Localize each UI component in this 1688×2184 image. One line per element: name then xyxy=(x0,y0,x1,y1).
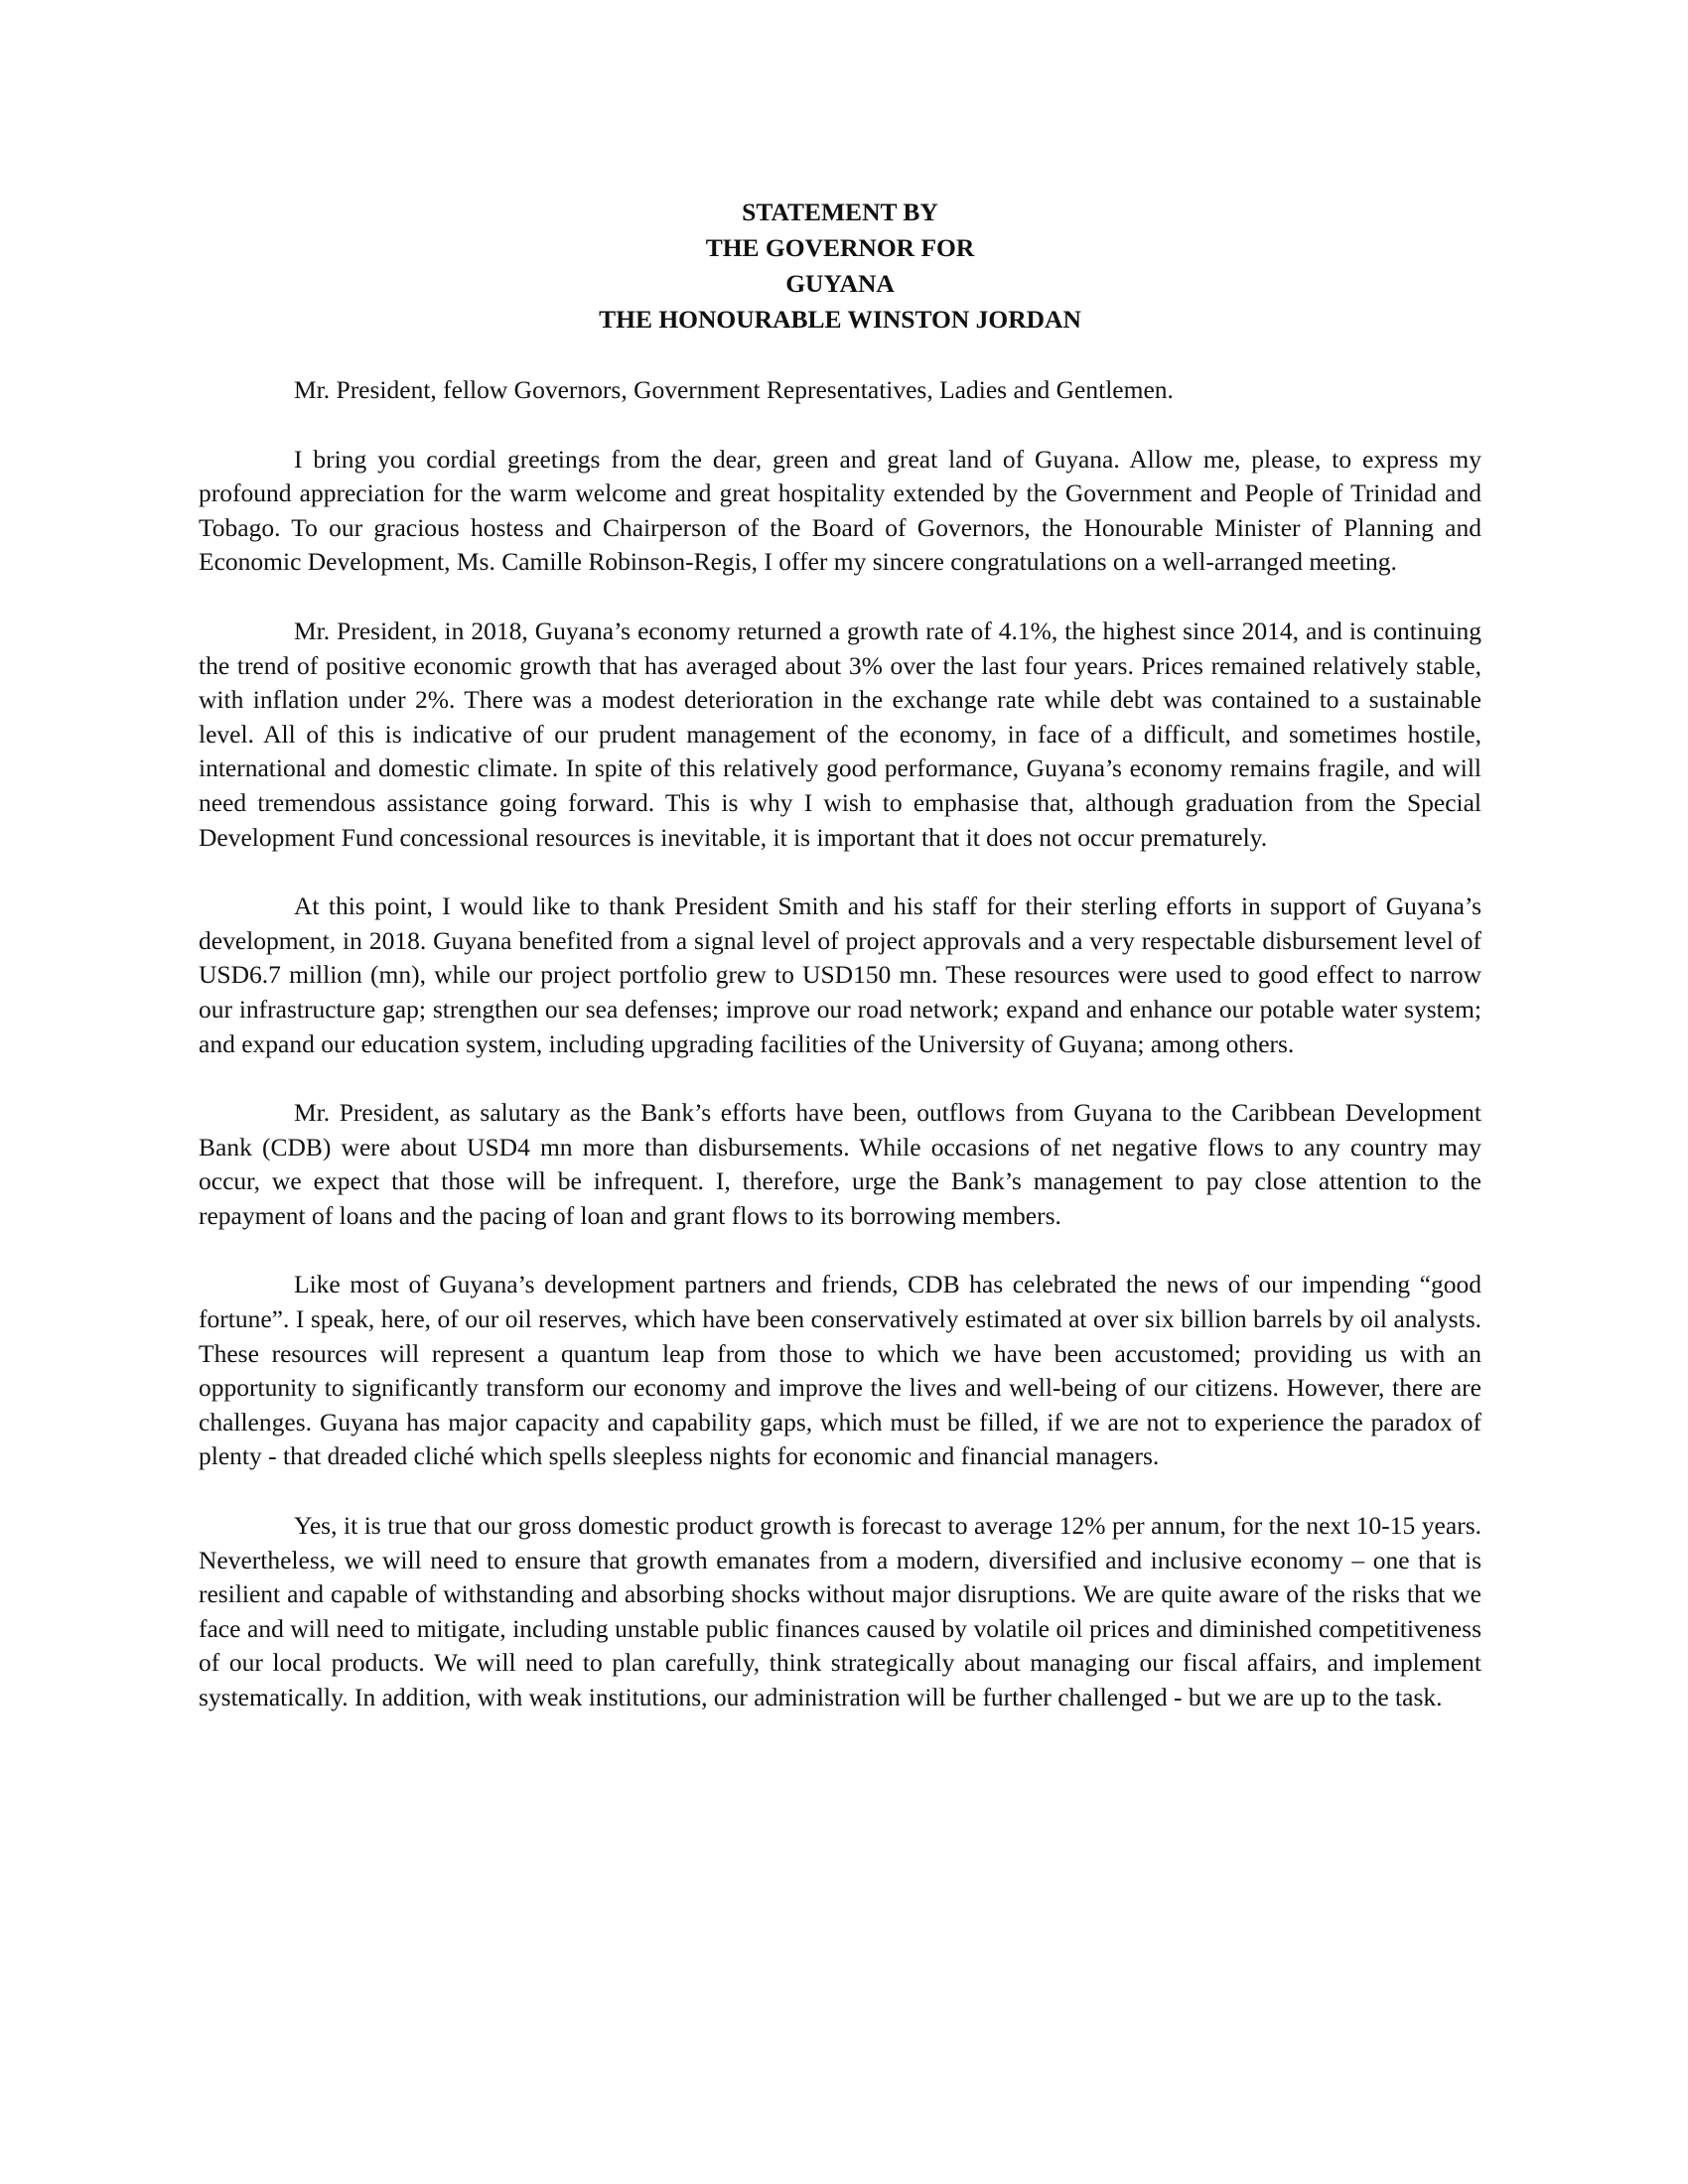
heading-line-3: GUYANA xyxy=(785,269,895,298)
paragraph-thanks: At this point, I would like to thank President Smith and his staff for their sterling efforts in support of Guyana’s development, in 2018. Guyana benefited from a signal level of project approvals and a very respectable disbursement level of USD6.7 million (mn), while our project portfolio grew to USD150 mn. These resources were used to good effect to narrow our infrastructure gap; strengthen our sea defenses; improve our road network; expand and enhance our potable water system; and expand our education system, including upgrading facilities of the University of Guyana; among others. xyxy=(199,891,1481,1058)
heading-line-1: STATEMENT BY xyxy=(742,198,938,226)
paragraph-oil: Like most of Guyana’s development partners and friends, CDB has celebrated the news of our impending “good fortune”. I speak, here, of our oil reserves, which have been conservatively estimated at over six billion barrels by oil analysts. These resources will represent a quantum leap from those to which we have been accustomed; providing us with an opportunity to significantly transform our economy and improve the lives and well-being of our citizens. However, there are challenges. Guyana has major capacity and capability gaps, which must be filled, if we are not to experience the paradox of plenty - that dreaded cliché which spells sleepless nights for economic and financial managers. xyxy=(199,1270,1481,1471)
paragraph-greetings: I bring you cordial greetings from the dear, green and great land of Guyana. Allow me, please, to express my profound appreciation for the warm welcome and great hospitality extended by the Government and People of Trinidad and Tobago. To our gracious hostess and Chairperson of the Board of Governors, the Honourable Minister of Planning and Economic Development, Ms. Camille Robinson-Regis, I offer my sincere congratulations on a well-arranged meeting. xyxy=(199,444,1481,577)
paragraph-growth: Yes, it is true that our gross domestic product growth is forecast to average 12% per annum, for the next 10-15 years. Nevertheless, we will need to ensure that growth emanates from a modern, diversified and inclusive economy – one that is resilient and capable of withstanding and absorbing shocks without major disruptions. We are quite aware of the risks that we face and will need to mitigate, including unstable public finances caused by volatile oil prices and diminished competitiveness of our local products. We will need to plan carefully, think strategically about managing our fiscal affairs, and implement systematically. In addition, with weak institutions, our administration will be further challenged - but we are up to the task. xyxy=(199,1511,1481,1711)
heading-line-4: THE HONOURABLE WINSTON JORDAN xyxy=(599,305,1081,334)
paragraph-outflows: Mr. President, as salutary as the Bank’s efforts have been, outflows from Guyana to the Caribbean Development Bank (CDB) were about USD4 mn more than disbursements. While occasions of net negative flows to any country may occur, we expect that those will be infrequent. I, therefore, urge the Bank’s management to pay close attention to the repayment of loans and the pacing of loan and grant flows to its borrowing members. xyxy=(199,1098,1481,1230)
document-page xyxy=(199,195,1481,1750)
heading-line-2: THE GOVERNOR FOR xyxy=(705,233,975,262)
salutation: Mr. President, fellow Governors, Government Representatives, Ladies and Gentlemen. xyxy=(294,375,1174,404)
statement-heading xyxy=(199,195,1481,338)
paragraph-economy: Mr. President, in 2018, Guyana’s economy returned a growth rate of 4.1%, the highest since 2014, and is continuing the trend of positive economic growth that has averaged about 3% over the last four years. Prices remained relatively stable, with inflation under 2%. There was a modest deterioration in the exchange rate while debt was contained to a sustainable level. All of this is indicative of our prudent management of the economy, in face of a difficult, and sometimes hostile, international and domestic climate. In spite of this relatively good performance, Guyana’s economy remains fragile, and will need tremendous assistance going forward. This is why I wish to emphasise that, although graduation from the Special Development Fund concessional resources is inevitable, it is important that it does not occur prematurely. xyxy=(199,615,1481,852)
